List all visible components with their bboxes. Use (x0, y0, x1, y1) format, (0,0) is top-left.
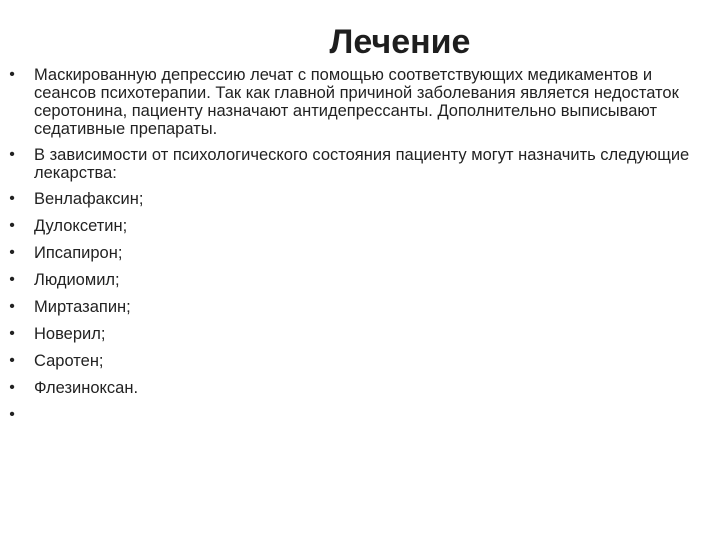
list-item-text: Людиомил; (34, 271, 120, 289)
bullet-icon: • (9, 406, 15, 423)
bullet-icon: • (9, 146, 15, 163)
list-item (6, 325, 710, 343)
list-item-text: Саротен; (34, 352, 104, 370)
slide-title-text: Лечение (329, 23, 471, 61)
list-item-empty (6, 406, 710, 424)
list-item-text: Миртазапин; (34, 298, 131, 316)
bullet-icon: • (9, 379, 15, 396)
list-item (6, 271, 710, 289)
bullet-icon: • (9, 298, 15, 315)
bullet-list (6, 66, 710, 433)
bullet-icon: • (9, 217, 15, 234)
slide-title (0, 20, 720, 64)
bullet-icon: • (9, 271, 15, 288)
list-item (6, 146, 710, 182)
list-item (6, 190, 710, 208)
list-item-text: Дулоксетин; (34, 217, 128, 235)
list-item-text: Новерил; (34, 325, 106, 343)
list-item-text: Маскированную депрессию лечат с помощью соответствующих медикаментов и сеансов психотерапии. Так как главной причиной заболевания является недостаток серотонина, пациенту назначают антидепрессанты. Дополнительно выписывают седативные препараты. (34, 66, 679, 138)
list-item (6, 244, 710, 262)
list-item (6, 352, 710, 370)
bullet-icon: • (9, 352, 15, 369)
list-item (6, 298, 710, 316)
list-item-text: В зависимости от психологического состояния пациенту могут назначить следующие лекарства: (34, 146, 690, 182)
list-item-text: Флезиноксан. (34, 379, 139, 397)
list-item-text: Ипсапирон; (34, 244, 123, 262)
list-item (6, 66, 710, 138)
bullet-icon: • (9, 325, 15, 342)
bullet-icon: • (9, 244, 15, 261)
list-item-text: Венлафаксин; (34, 190, 144, 208)
list-item (6, 379, 710, 397)
list-item (6, 217, 710, 235)
bullet-icon: • (9, 66, 15, 83)
bullet-icon: • (9, 190, 15, 207)
